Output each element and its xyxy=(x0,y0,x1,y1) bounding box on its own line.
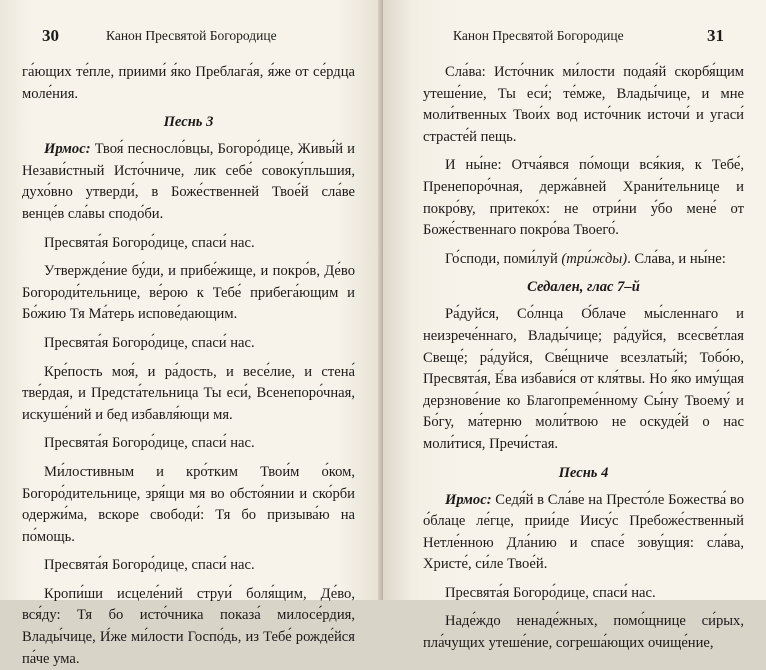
gospodi-rubric: (три́жды) xyxy=(561,250,628,267)
irmos-label: Ирмос: xyxy=(44,141,91,158)
right-page xyxy=(383,0,766,652)
right-header xyxy=(423,28,744,50)
gospodi-end: . Сла́ва, и ны́не: xyxy=(627,250,726,267)
stanza: Утвержде́ние бу́ди, и прибе́жище, и покро́в, Де́во Богороди́тельнице, ве́рою к Тебе́ прибега́ющим и Бо́жию Тя Ма́терь испове́дающим. xyxy=(22,263,355,323)
stanza: Наде́ждо ненаде́жных, помо́щнице си́рых, пла́чущих утеше́ние, согреша́ющих очище́ние, xyxy=(423,613,744,652)
i-nyne-paragraph: И ны́не: Отча́явся по́мощи вся́кия, к Тебе́, Пренепоро́чная, держа́вней Храни́тельнице и покро́ву, притеко́х: не отри́ни у́бо мене́ от Боже́ственнаго покро́ва Твоего́. xyxy=(423,157,744,239)
stanza: Кропи́ши исцеле́ний струи́ боля́щим, Де́во, вся́ду: Тя бо исто́чника показа́ милосе́рдия, Влады́чице, И́же ми́лости Госпо́дь, из Тебе́ рожде́йся па́че ума. xyxy=(22,585,355,667)
page-number: 31 xyxy=(707,26,724,45)
irmos-paragraph xyxy=(22,139,355,225)
sedalen-text: Ра́дуйся, Со́лнца О́блаче мы́сленнаго и неизрече́ннаго, Влады́чице; ра́дуйся, всесве́тлая Свеще́; ра́дуйся, Све́щниче всезлаты́й; Тобо́ю, Пресвята́я, Е́ва избави́ся от кля́твы. Но я́ко иму́щая дерзнове́ние ко Благопреме́нному Сы́ну Твоему́ и Бо́гу, ма́терню моли́твою не оскуде́й о нас моли́тися, Пречи́стая. xyxy=(423,306,744,452)
section-heading: Песнь 4 xyxy=(558,464,609,481)
left-header xyxy=(22,28,355,50)
continuation-text: га́ющих те́пле, приими́ я́ко Преблага́я, я́же от се́рдца моле́ния. xyxy=(22,64,355,102)
section-heading: Песнь 3 xyxy=(163,114,214,131)
refrain: Пресвята́я Богоро́дице, спаси́ нас. xyxy=(44,334,255,351)
sedalen-heading: Седален, глас 7–й xyxy=(527,279,640,296)
running-head: Канон Пресвятой Богородице xyxy=(106,28,277,43)
refrain: Пресвята́я Богоро́дице, спаси́ нас. xyxy=(445,584,656,601)
refrain: Пресвята́я Богоро́дице, спаси́ нас. xyxy=(44,234,255,251)
stanza: Ми́лостивным и кро́тким Твои́м о́ком, Богоро́дительнице, зря́щи мя во обсто́янии и ско́рби одержи́ма, вскоре свободи́: Тя бо призыва́ю на по́мощь. xyxy=(22,463,355,545)
refrain: Пресвята́я Богоро́дице, спаси́ нас. xyxy=(44,435,255,452)
running-head: Канон Пресвятой Богородице xyxy=(453,28,624,43)
irmos-paragraph xyxy=(423,490,744,576)
irmos-text: Седя́й в Сла́ве на Престо́ле Божества́ во о́блаце ле́гце, прии́де Иису́с Пребоже́ственный Нетле́нною Дла́нию и спасе́ зову́щия: сла́ва, Христе́, си́ле Твое́й. xyxy=(423,491,744,573)
page-number: 30 xyxy=(42,26,59,45)
refrain: Пресвята́я Богоро́дице, спаси́ нас. xyxy=(44,557,255,574)
irmos-label: Ирмос: xyxy=(445,491,492,508)
slava-paragraph: Сла́ва: Исто́чник ми́лости подая́й скорбя́щим утеше́ние, Ты еси́; те́мже, Влады́чице, и мне моли́твенных Твои́х вод исто́чник источи́ и угаси́ страсте́й пещь. xyxy=(423,64,744,145)
stanza: Кре́пость моя́, и ра́дость, и весе́лие, и стена́ тве́рдая, и Предста́тельница Ты еси́, Всенепоро́чная, искуше́ний и бед избавля́ющи мя. xyxy=(22,363,355,423)
irmos-text: Твоя́ песносло́вцы, Богоро́дице, Живы́й и Незави́стный Исто́чниче, лик себе́ совоку́пльшия, духо́вно утверди́, в Боже́ственней Твое́й сла́ве венце́в сла́вы сподо́би. xyxy=(22,141,355,222)
gospodi-text: Го́споди, поми́луй xyxy=(445,250,562,267)
left-page xyxy=(0,0,383,667)
gospodi-paragraph xyxy=(423,249,744,271)
